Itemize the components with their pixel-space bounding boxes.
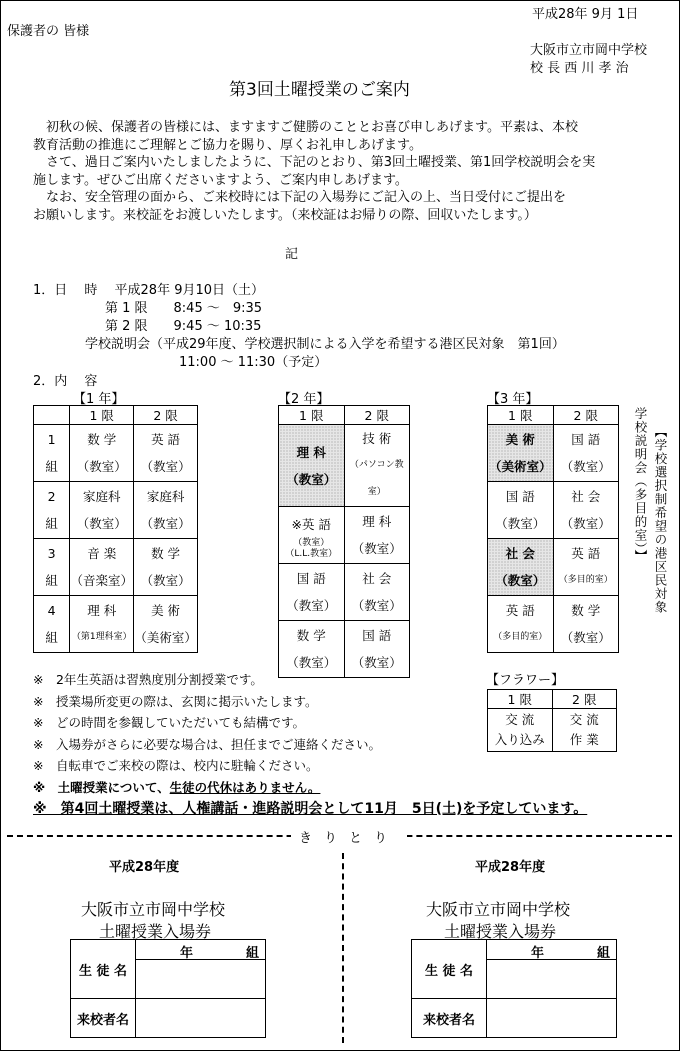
grade3-table: 1 限 2 限 美 術 （美術室） 国 語 （教室） 国 語 （教室） 社 会 （教室） 社 会 （教室） 英 語 （多目的室） 英 語 （多目的室） 数 学 （教室）	[487, 405, 619, 653]
addressee: 保護者の 皆様	[7, 24, 90, 39]
ki-label: 記	[285, 247, 299, 262]
g2-c1-p2: 技 術 （パソコン教室）	[344, 425, 410, 507]
cut-label: きりとり	[291, 827, 407, 846]
visitor-name-field-right[interactable]	[487, 999, 617, 1038]
class-label: 1 組	[34, 425, 70, 482]
school-name: 大阪市立市岡中学校	[530, 43, 648, 58]
g3-c4-p1: 英 語 （多目的室）	[488, 596, 554, 653]
g3-c3-p2: 英 語 （多目的室）	[553, 539, 619, 596]
g3-c1-p1: 美 術 （美術室）	[488, 425, 554, 482]
g3-c2-p2: 社 会 （教室）	[553, 482, 619, 539]
g1-c1-p1: 数 学 （教室）	[70, 425, 134, 482]
g1-c2-p1: 家庭科 （教室）	[70, 482, 134, 539]
grade2-table: 1 限 2 限 理 科 （教室） 技 術 （パソコン教室） ※英 語 （教室） （L.L.教室） 理 科 （教室） 国 語 （教室） 社 会 （教室） 数 学 （教室） 国 語 （教室）	[278, 405, 410, 678]
next-session-note: ※ 第4回土曜授業は、人権講話・進路説明会として11月 5日(土)を予定しています。	[33, 801, 588, 817]
g2-c3-p1: 国 語 （教室）	[279, 564, 345, 621]
note-item: ※ どの時間を参観していただいても結構です。	[33, 715, 305, 730]
flower-table: 1 限 2 限 交 流 入り込み 交 流 作 業	[487, 689, 617, 752]
vertical-note: 【学校選択制希望の港区民対象 学校説明会（多目的室）】	[633, 407, 668, 614]
visitor-name-field[interactable]	[136, 999, 266, 1038]
grade3-label: 【3 年】	[487, 392, 539, 407]
g1-c4-p1: 理 科 （第1理科室）	[70, 596, 134, 653]
ticket-year: 平成28年度	[109, 860, 180, 875]
ticket-school-right: 大阪市立市岡中学校	[426, 900, 571, 919]
student-name-field[interactable]	[136, 960, 266, 999]
ticket-form-left: 生 徒 名 年 組 来校者名	[70, 939, 266, 1038]
ticket-form-right: 生 徒 名 年 組 来校者名	[411, 939, 617, 1038]
note-item: ※ 授業場所変更の際は、玄関に掲示いたします。	[33, 693, 318, 709]
g1-c4-p2: 美 術 （美術室）	[134, 596, 198, 653]
g2-c3-p2: 社 会 （教室）	[344, 564, 410, 621]
g2-c4-p2: 国 語 （教室）	[344, 621, 410, 678]
briefing-line: 学校説明会（平成29年度、学校選択制による入学を希望する港区民対象 第1回）	[85, 337, 565, 352]
issue-date: 平成28年 9月 1日	[532, 7, 639, 22]
g2-c4-p1: 数 学 （教室）	[279, 621, 345, 678]
principal-name: 校 長 西 川 孝 治	[530, 61, 629, 76]
g2-c2-p2: 理 科 （教室）	[344, 507, 410, 564]
intro-paragraph: 初秋の候、保護者の皆様には、ますますご健勝のこととお喜び申しあげます。平素は、本校 教育活動の推進にご理解とご協力を賜り、厚くお礼申しあげます。 さて、過日ご案内いたしましたように、下記のとおり、第3回土曜授業、第1回学校説明会を実 施します。ぜひご出席くださいますよう、ご案内申しあげます。 なお、安全管理の面から、ご来校時には下記の入場券にご記入の上、当日受付にご提出を お願いします。来校証をお渡しいたします。（来校証はお帰りの際、回収いたします。）	[33, 120, 596, 223]
g1-c3-p2: 数 学 （教室）	[134, 539, 198, 596]
ticket-year-right: 平成28年度	[475, 860, 546, 875]
note-item: ※ 2年生英語は習熟度別分割授業です。	[33, 672, 263, 687]
g2-c1-p1: 理 科 （教室）	[279, 425, 345, 507]
g1-c3-p1: 音 楽 （音楽室）	[70, 539, 134, 596]
grade2-label: 【2 年】	[278, 392, 330, 407]
g3-c3-p1: 社 会 （教室）	[488, 539, 554, 596]
g3-c1-p2: 国 語 （教室）	[553, 425, 619, 482]
period-1-time: 第 1 限 8:45 ～ 9:35	[105, 301, 263, 316]
note-item: ※ 自転車でご来校の際は、校内に駐輪ください。	[33, 758, 319, 773]
date-heading: 1．日 時 平成28年 9月10日（土）	[33, 283, 265, 298]
g1-c2-p2: 家庭科 （教室）	[134, 482, 198, 539]
note-item: ※ 土曜授業について、生徒の代休はありません。	[33, 779, 321, 795]
g2-c2-p1: ※英 語 （教室） （L.L.教室）	[279, 507, 345, 564]
g1-c1-p2: 英 語 （教室）	[134, 425, 198, 482]
period-2-time: 第 2 限 9:45 ～ 10:35	[105, 319, 262, 334]
ticket-title: 土曜授業入場券	[99, 922, 212, 941]
page-title: 第3回土曜授業のご案内	[229, 80, 410, 100]
grade1-table: 1 限 2 限 1 組 数 学 （教室） 英 語 （教室） 2 組 家庭科 （教室） 家庭科 （教室） 3 組 音 楽 （音楽室） 数 学 （教室） 4 組 理 科 （第1理科室） 美 術 （美術室）	[33, 405, 198, 653]
content-heading: 2．内 容	[33, 374, 98, 389]
student-name-field-right[interactable]	[487, 960, 617, 999]
g3-c2-p1: 国 語 （教室）	[488, 482, 554, 539]
ticket-school: 大阪市立市岡中学校	[81, 900, 226, 919]
note-item: ※ 入場券がさらに必要な場合は、担任までご連絡ください。	[33, 736, 381, 752]
flower-label: 【フラワー】	[486, 673, 565, 688]
ticket-title-right: 土曜授業入場券	[444, 922, 557, 941]
briefing-time: 11:00 ～ 11:30（予定）	[179, 355, 328, 370]
notes-list	[33, 669, 381, 798]
ticket-divider	[342, 853, 344, 1043]
g3-c4-p2: 数 学 （教室）	[553, 596, 619, 653]
grade1-label: 【1 年】	[73, 392, 125, 407]
